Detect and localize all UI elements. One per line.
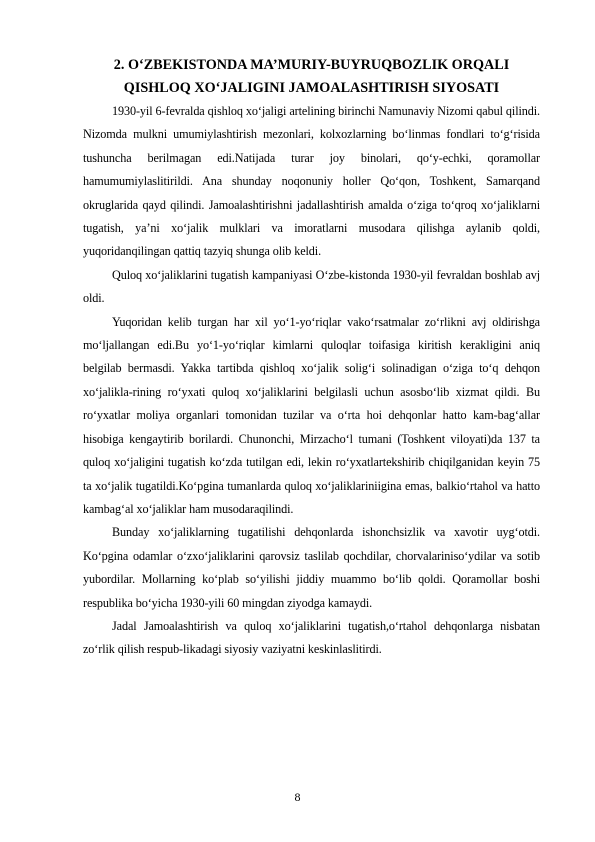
- section-heading: [83, 54, 540, 100]
- paragraph-1: 1930-yil 6-fevralda qishloq xo‘jaligi artelining birinchi Namunaviy Nizomi qabul qilindi. Nizomda mulkni umumiylashtirish mezonlari, kolxozlarning bo‘linmas fondlari to‘g‘risida tushuncha berilmagan edi.Natijada turar joy binolari, qo‘y-echki, qoramollar hamumumiylaslitirildi. Ana shunday noqonuniy holler Qo‘qon, Toshkent, Samarqand okruglarida qayd qilindi. Jamoalashtirishni jadallashtirish amalda o‘ziga to‘qroq xo‘jaliklarni tugatish, ya’ni xo‘jalik mulklari va imoratlarni musodara qilishga aylanib qoldi, yuqoridanqilingan qattiq tazyiq shunga olib keldi.: [83, 104, 540, 259]
- paragraph-3: Yuqoridan kelib turgan har xil yo‘1-yo‘riqlar vako‘rsatmalar zo‘rlikni avj oldirishga mo‘ljallangan edi.Bu yo‘1-yo‘riqlar kimlarni quloqlar toifasiga kiritish kerakligini aniq belgilab bermasdi. Yakka tartibda qishloq xo‘jalik solig‘i solinadigan o‘ziga to‘q dehqon xo‘jalikla-rining ro‘yxati quloq xo‘jaliklarini belgilasli uchun asosbo‘lib xizmat qildi. Bu ro‘yxatlar moliya organlari tomonidan tuzilar va o‘rta hoi dehqonlar hatto kam-bag‘allar hisobiga kengaytirib borilardi. Chunonchi, Mirzacho‘l tumani (Toshkent viloyati)da 137 ta quloq xo‘jaligini tugatish ko‘zda tutilgan edi, lekin ro‘yxatlartekshirib chiqilganidan keyin 75 ta xo‘jalik tugatildi.Ko‘pgina tumanlarda quloq xo‘jaliklariniigina emas, balkio‘rtahol va hatto kambag‘al xo‘jaliklar ham musodaraqilindi.: [83, 314, 540, 516]
- page-number: 8: [294, 790, 301, 804]
- heading-line-1: 2. O‘ZBEKISTONDA MA’MURIY-BUYRUQBOZLIK ORQALI: [113, 57, 510, 73]
- paragraph-2: Quloq xo‘jaliklarini tugatish kampaniyasi O‘zbe-kistonda 1930-yil fevraldan boshlab avj oldi.: [83, 267, 540, 306]
- document-page: [83, 54, 540, 662]
- heading-line-2: QISHLOQ XO‘JALIGINI JAMOALASHTIRISH SIYOSATI: [123, 80, 500, 96]
- paragraph-5: Jadal Jamoalashtirish va quloq xo‘jaliklarini tugatish,o‘rtahol dehqonlarga nisbatan zo‘rlik qilish respub-likadagi siyosiy vaziyatni keskinlaslitirdi.: [83, 618, 540, 657]
- paragraph-4: Bunday xo‘jaliklarning tugatilishi dehqonlarda ishonchsizlik va xavotir uyg‘otdi. Ko‘pgina odamlar o‘zxo‘jaliklarini qarovsiz taslilab qochdilar, chorvalariniso‘ydilar va sotib yubordilar. Mollarning ko‘plab so‘yilishi jiddiy muammo bo‘lib qoldi. Qoramollar boshi respublika bo‘yicha 1930-yili 60 mingdan ziyodga kamaydi.: [83, 525, 540, 610]
